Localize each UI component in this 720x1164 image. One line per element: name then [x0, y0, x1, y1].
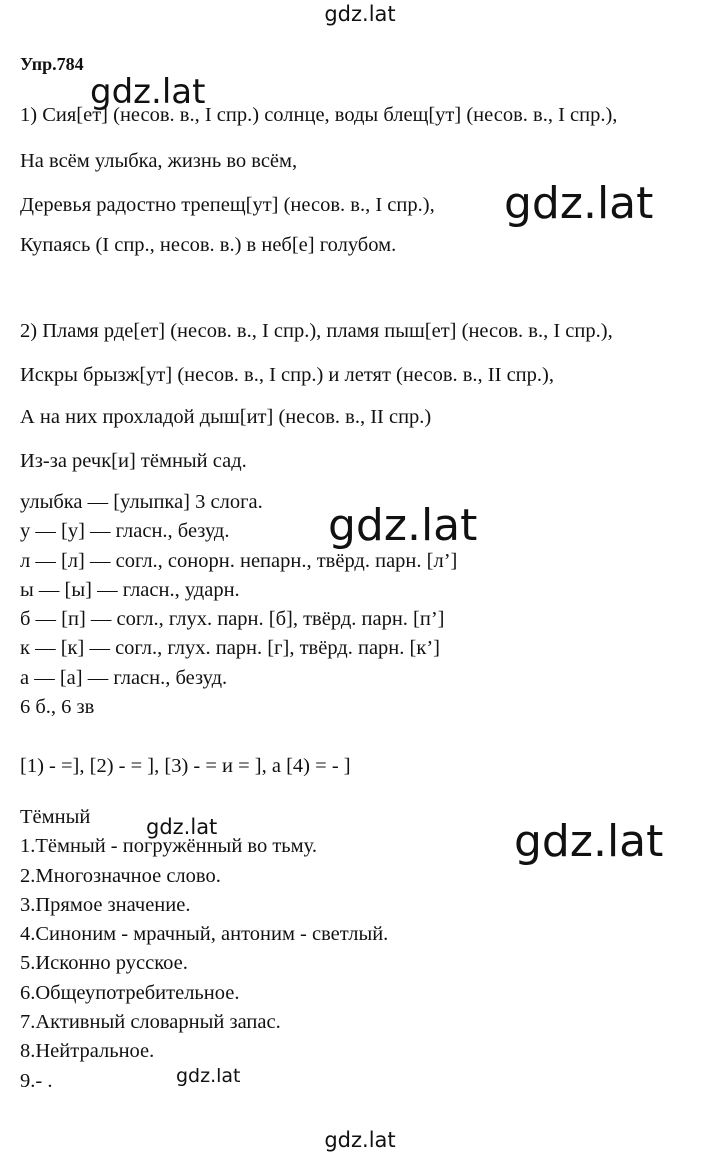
phonetic-line: ы — [ы] — гласн., ударн. — [20, 578, 240, 601]
analysis-line: 3.Прямое значение. — [20, 893, 191, 916]
poem1-line: 1) Сия[ет] (несов. в., I спр.) солнце, воды блещ[ут] (несов. в., I спр.), — [20, 104, 618, 126]
watermark: gdz.lat — [324, 2, 396, 26]
poem2-line: А на них прохладой дыш[ит] (несов. в., II спр.) — [20, 406, 432, 428]
phonetic-line: б — [п] — согл., глух. парн. [б], твёрд. парн. [п’] — [20, 608, 445, 631]
phonetic-line: л — [л] — согл., сонорн. непарн., твёрд. парн. [л’] — [20, 549, 458, 572]
analysis-line: 5.Исконно русское. — [20, 952, 188, 975]
watermark: gdz.lat — [146, 815, 218, 839]
poem2-line: Искры брызж[ут] (несов. в., I спр.) и летят (несов. в., II спр.), — [20, 364, 554, 386]
analysis-line: 8.Нейтральное. — [20, 1040, 155, 1063]
analysis-line: 2.Многозначное слово. — [20, 864, 221, 887]
analysis-line: 1.Тёмный - погружённый во тьму. — [20, 835, 317, 858]
analysis-line: Тёмный — [20, 806, 91, 828]
watermark: gdz.lat — [328, 500, 478, 551]
analysis-line: 6.Общеупотребительное. — [20, 981, 240, 1004]
watermark: gdz.lat — [504, 178, 654, 229]
poem1-line: Купаясь (I спр., несов. в.) в неб[е] голубом. — [20, 234, 397, 256]
phonetic-line: к — [к] — согл., глух. парн. [г], твёрд. парн. [к’] — [20, 637, 440, 660]
poem2-line: 2) Пламя рде[ет] (несов. в., I спр.), пламя пыш[ет] (несов. в., I спр.), — [20, 320, 613, 342]
analysis-line: 9.- . — [20, 1069, 53, 1092]
watermark: gdz.lat — [514, 816, 664, 867]
watermark: gdz.lat — [176, 1065, 241, 1087]
analysis-line: 4.Синоним - мрачный, антоним - светлый. — [20, 923, 389, 946]
poem2-line: Из-за речк[и] тёмный сад. — [20, 450, 247, 472]
phonetic-line: а — [а] — гласн., безуд. — [20, 666, 228, 689]
phonetic-line: 6 б., 6 зв — [20, 696, 95, 719]
watermark: gdz.lat — [324, 1128, 396, 1152]
analysis-line: 7.Активный словарный запас. — [20, 1011, 281, 1034]
phonetic-line: улыбка — [улыпка] 3 слога. — [20, 491, 263, 513]
poem1-line: Деревья радостно трепещ[ут] (несов. в., I спр.), — [20, 194, 435, 216]
lexical-analysis — [20, 803, 388, 1096]
phonetic-line: у — [у] — гласн., безуд. — [20, 520, 230, 543]
watermark: gdz.lat — [90, 72, 206, 112]
exercise-title: Упр.784 — [20, 54, 84, 74]
poem1-line: На всём улыбка, жизнь во всём, — [20, 150, 298, 172]
sentence-scheme: [1) - =], [2) - = ], [3) - = и = ], а [4) = - ] — [20, 755, 351, 777]
